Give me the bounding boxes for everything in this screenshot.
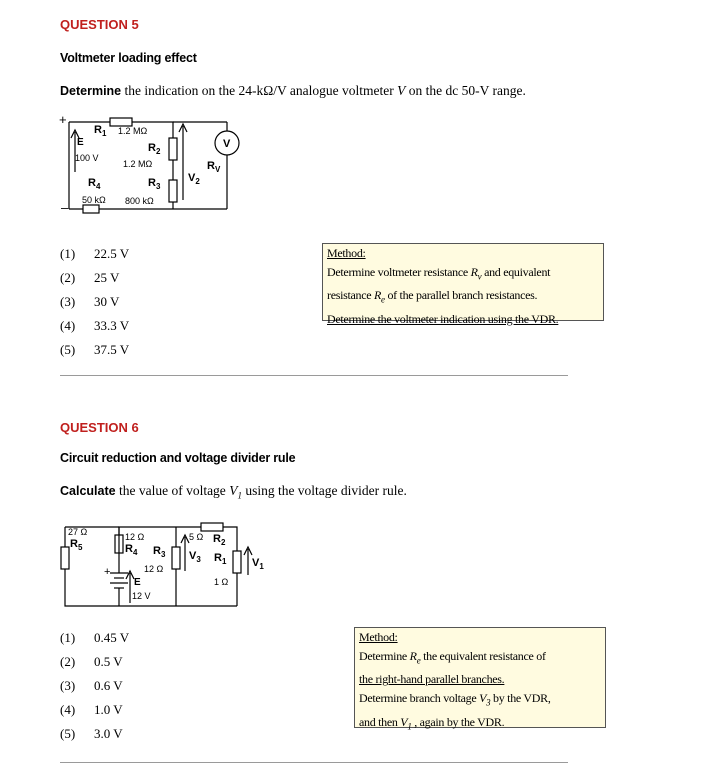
q6-instruction bbox=[60, 483, 407, 501]
q6-instruction-text: the value of voltage bbox=[115, 483, 230, 498]
q6-v1-label: $V_1$ bbox=[252, 557, 264, 571]
q5-instruction-verb: Determine bbox=[60, 84, 122, 98]
option-number: (3) bbox=[60, 678, 76, 693]
q6-subtitle: Circuit reduction and voltage divider rule bbox=[60, 451, 296, 465]
q6-r2-value: 5 Ω bbox=[189, 532, 204, 542]
option-number: (2) bbox=[60, 270, 76, 285]
q5-r1-label: $R_1$ bbox=[94, 124, 107, 138]
q6-e-label: E bbox=[134, 577, 141, 588]
option-number: (5) bbox=[60, 726, 76, 741]
q6-option-2[interactable] bbox=[60, 654, 123, 670]
option-text: 30 V bbox=[94, 294, 120, 309]
q5-option-2[interactable] bbox=[60, 270, 119, 286]
option-text: 3.0 V bbox=[94, 726, 123, 741]
q6-r1-value: 1 Ω bbox=[214, 577, 229, 587]
q5-r1-value: 1.2 MΩ bbox=[118, 126, 148, 136]
q5-voltmeter-symbol: V bbox=[223, 138, 231, 150]
q6-e-value: 12 V bbox=[132, 591, 151, 601]
q5-rv-label: $R_V$ bbox=[207, 160, 221, 174]
q5-instruction-text: the indication on the 24-kΩ/V analogue voltmeter bbox=[121, 83, 398, 98]
option-number: (4) bbox=[60, 318, 76, 333]
q6-instruction-verb: Calculate bbox=[60, 484, 116, 498]
q6-plus-sign: + bbox=[104, 566, 111, 578]
q6-instruction-var: V bbox=[229, 483, 238, 498]
q5-plus-sign: + bbox=[59, 112, 67, 127]
q6-r3-label: $R_3$ bbox=[153, 545, 166, 559]
q5-r4-label: $R_4$ bbox=[88, 177, 101, 191]
q6-r3-value: 12 Ω bbox=[144, 564, 164, 574]
q5-method-line-3: Determine the voltmeter indication using the VDR. bbox=[327, 311, 559, 326]
q6-heading: QUESTION 6 bbox=[60, 420, 139, 435]
option-text: 22.5 V bbox=[94, 246, 130, 261]
q5-r2-value: 1.2 MΩ bbox=[123, 159, 153, 169]
option-number: (1) bbox=[60, 246, 76, 261]
q5-option-3[interactable] bbox=[60, 294, 119, 310]
q5-instruction-end: on the dc 50-V range. bbox=[405, 83, 526, 98]
option-number: (1) bbox=[60, 630, 76, 645]
q5-option-5[interactable] bbox=[60, 342, 129, 358]
option-text: 37.5 V bbox=[94, 342, 130, 357]
q5-v2-label: $V_2$ bbox=[188, 172, 200, 186]
q6-r5-value: 27 Ω bbox=[68, 527, 88, 537]
option-number: (2) bbox=[60, 654, 76, 669]
q6-instruction-end: using the voltage divider rule. bbox=[241, 483, 407, 498]
q6-r5-label: $R_5$ bbox=[70, 538, 83, 552]
q5-r2-label: $R_2$ bbox=[148, 142, 161, 156]
q5-heading: QUESTION 5 bbox=[60, 17, 139, 32]
q6-divider bbox=[60, 762, 568, 763]
q6-method-line-3: Determine branch voltage $V_3$ by the VDR, bbox=[359, 691, 551, 708]
q6-option-1[interactable] bbox=[60, 630, 129, 646]
option-text: 0.45 V bbox=[94, 630, 130, 645]
q5-r4-value: 50 kΩ bbox=[82, 195, 106, 205]
q6-method-line-1: Determine $R_e$ the equivalent resistance of bbox=[359, 649, 546, 666]
q5-minus-sign: – bbox=[61, 200, 69, 215]
q5-instruction-var: V bbox=[397, 83, 406, 98]
q6-option-3[interactable] bbox=[60, 678, 123, 694]
q5-r3-value: 800 kΩ bbox=[125, 196, 154, 206]
q5-method-title: Method: bbox=[327, 246, 366, 260]
q6-circuit-diagram bbox=[58, 515, 273, 610]
q5-e-value: 100 V bbox=[75, 153, 99, 163]
option-text: 25 V bbox=[94, 270, 120, 285]
q5-method-box bbox=[322, 243, 604, 326]
q6-r4-label: $R_4$ bbox=[125, 543, 138, 557]
q5-option-4[interactable] bbox=[60, 318, 129, 334]
option-text: 0.5 V bbox=[94, 654, 123, 669]
q5-divider bbox=[60, 375, 568, 376]
option-text: 1.0 V bbox=[94, 702, 123, 717]
q6-method-line-2: the right-hand parallel branches. bbox=[359, 672, 505, 687]
q5-subtitle: Voltmeter loading effect bbox=[60, 51, 197, 65]
q6-r4-value: 12 Ω bbox=[125, 532, 145, 542]
q5-e-label: E bbox=[77, 137, 84, 148]
option-number: (4) bbox=[60, 702, 76, 717]
option-number: (3) bbox=[60, 294, 76, 309]
q6-method-box bbox=[354, 627, 606, 732]
q5-method-line-1: Determine voltmeter resistance $R_v$ and equivalent bbox=[327, 265, 551, 282]
q6-option-5[interactable] bbox=[60, 726, 123, 742]
q5-method-line-2: resistance $R_e$ of the parallel branch resistances. bbox=[327, 288, 538, 305]
option-text: 33.3 V bbox=[94, 318, 130, 333]
q6-method-line-4: and then $V_1$ , again by the VDR. bbox=[359, 714, 505, 732]
q6-instruction-sub: 1 bbox=[237, 490, 242, 501]
q6-v3-label: $V_3$ bbox=[189, 550, 201, 564]
q6-method-title: Method: bbox=[359, 630, 398, 644]
option-text: 0.6 V bbox=[94, 678, 123, 693]
q5-option-1[interactable] bbox=[60, 246, 129, 262]
q5-r3-label: $R_3$ bbox=[148, 177, 161, 191]
q5-instruction bbox=[60, 83, 526, 99]
option-number: (5) bbox=[60, 342, 76, 357]
q6-option-4[interactable] bbox=[60, 702, 123, 718]
q6-r1-label: $R_1$ bbox=[214, 552, 227, 566]
q6-r2-label: $R_2$ bbox=[213, 533, 226, 547]
q5-circuit-diagram bbox=[55, 112, 255, 217]
